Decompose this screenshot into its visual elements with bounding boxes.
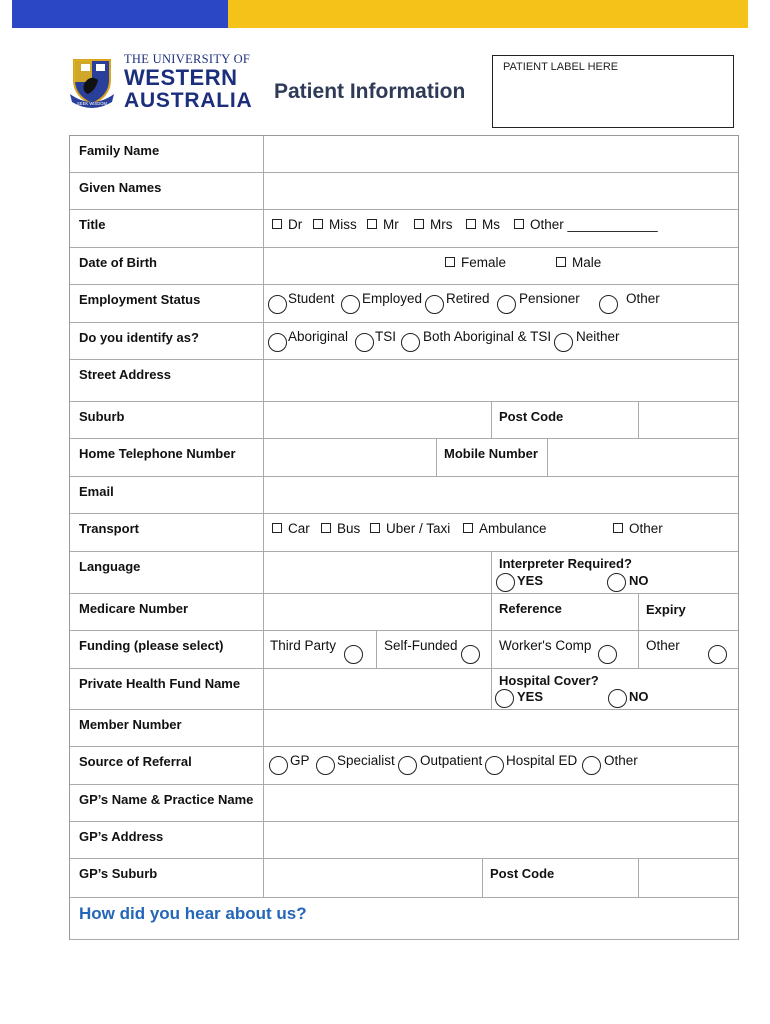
radio-pensioner[interactable]	[497, 295, 516, 314]
radio-referral-other[interactable]	[582, 756, 601, 775]
checkbox-icon	[414, 219, 424, 229]
title-option-mrs[interactable]: Mrs	[414, 217, 453, 232]
label-gp-post-code: Post Code	[490, 866, 555, 881]
checkbox-icon	[466, 219, 476, 229]
radio-self-funded[interactable]	[461, 645, 480, 664]
svg-text:SEEK WISDOM: SEEK WISDOM	[76, 101, 108, 106]
row-medicare	[70, 594, 738, 631]
patient-form	[69, 135, 739, 940]
row-suburb	[70, 402, 738, 439]
referral-outpatient-label: Outpatient	[420, 753, 483, 768]
row-phone	[70, 439, 738, 477]
patient-label-box	[492, 55, 734, 128]
form-title: Patient Information	[274, 80, 466, 103]
university-crest-icon	[66, 54, 118, 110]
radio-aboriginal[interactable]	[268, 333, 287, 352]
radio-student[interactable]	[268, 295, 287, 314]
radio-tsi[interactable]	[355, 333, 374, 352]
row-email	[70, 477, 738, 514]
radio-referral-outpatient[interactable]	[398, 756, 417, 775]
header-bar-yellow	[228, 0, 748, 28]
suburb-field[interactable]	[264, 402, 491, 438]
label-member: Member Number	[79, 717, 182, 732]
checkbox-icon	[613, 523, 623, 533]
referral-other-label: Other	[604, 753, 638, 768]
label-medicare: Medicare Number	[79, 601, 189, 616]
referral-gp-label: GP	[290, 753, 310, 768]
label-email: Email	[79, 484, 114, 499]
transport-option-car[interactable]: Car	[272, 521, 310, 536]
checkbox-icon	[370, 523, 380, 533]
row-health-fund	[70, 669, 738, 710]
logo-line-2: WESTERN	[124, 64, 238, 90]
radio-cover-yes[interactable]	[495, 689, 514, 708]
home-phone-field[interactable]	[264, 439, 436, 476]
radio-referral-specialist[interactable]	[316, 756, 335, 775]
transport-option-uber-taxi[interactable]: Uber / Taxi	[370, 521, 450, 536]
identify-aboriginal-label: Aboriginal	[288, 329, 349, 344]
medicare-field[interactable]	[264, 594, 491, 630]
mobile-field[interactable]	[548, 439, 738, 476]
transport-option-ambulance[interactable]: Ambulance	[463, 521, 547, 536]
row-referral	[70, 747, 738, 785]
checkbox-icon	[367, 219, 377, 229]
street-field[interactable]	[264, 360, 738, 401]
funding-self-funded-label: Self-Funded	[384, 638, 458, 653]
title-option-ms[interactable]: Ms	[466, 217, 500, 232]
row-hear-about	[70, 898, 738, 940]
row-street	[70, 360, 738, 402]
radio-referral-hospital-ed[interactable]	[485, 756, 504, 775]
label-reference: Reference	[499, 601, 562, 616]
label-suburb: Suburb	[79, 409, 125, 424]
gender-option-male[interactable]: Male	[556, 255, 601, 270]
post-code-field[interactable]	[639, 402, 738, 438]
employment-employed-label: Employed	[362, 291, 423, 306]
funding-workers-comp-label: Worker's Comp	[499, 638, 592, 653]
label-gp-suburb: GP’s Suburb	[79, 866, 158, 881]
row-title	[70, 210, 738, 248]
radio-neither[interactable]	[554, 333, 573, 352]
checkbox-icon	[445, 257, 455, 267]
cover-yes-label: YES	[517, 689, 544, 704]
label-home-phone: Home Telephone Number	[79, 446, 236, 461]
radio-workers-comp[interactable]	[598, 645, 617, 664]
row-transport	[70, 514, 738, 552]
radio-interpreter-yes[interactable]	[496, 573, 515, 592]
label-title: Title	[79, 217, 106, 232]
label-gp-name: GP’s Name & Practice Name	[79, 792, 254, 807]
funding-other-label: Other	[646, 638, 680, 653]
gp-address-field[interactable]	[264, 822, 738, 858]
checkbox-icon	[321, 523, 331, 533]
row-gp-name	[70, 785, 738, 822]
title-option-mr[interactable]: Mr	[367, 217, 399, 232]
logo-line-3: AUSTRALIA	[124, 88, 253, 112]
language-field[interactable]	[264, 552, 491, 593]
gp-name-field[interactable]	[264, 785, 738, 821]
title-option-other[interactable]: Other ____________	[514, 217, 658, 232]
label-given-names: Given Names	[79, 180, 162, 195]
label-interpreter: Interpreter Required?	[499, 556, 632, 571]
row-member	[70, 710, 738, 747]
email-field[interactable]	[264, 477, 738, 513]
label-funding: Funding (please select)	[79, 638, 224, 653]
checkbox-icon	[514, 219, 524, 229]
gp-suburb-field[interactable]	[264, 859, 482, 897]
row-dob	[70, 248, 738, 285]
given-names-field[interactable]	[264, 173, 738, 209]
employment-student-label: Student	[288, 291, 335, 306]
radio-third-party[interactable]	[344, 645, 363, 664]
patient-label-text: PATIENT LABEL HERE	[503, 61, 619, 73]
hear-about-heading: How did you hear about us?	[79, 904, 307, 923]
interpreter-no-label: NO	[629, 573, 649, 588]
label-dob: Date of Birth	[79, 255, 157, 270]
identify-neither-label: Neither	[576, 329, 620, 344]
transport-option-other[interactable]: Other	[613, 521, 663, 536]
university-logo	[66, 52, 256, 112]
label-post-code: Post Code	[499, 409, 564, 424]
label-mobile: Mobile Number	[444, 446, 538, 461]
label-language: Language	[79, 559, 141, 574]
radio-retired[interactable]	[425, 295, 444, 314]
radio-cover-no[interactable]	[608, 689, 627, 708]
gp-post-code-field[interactable]	[639, 859, 738, 897]
row-language	[70, 552, 738, 594]
row-gp-suburb	[70, 859, 738, 898]
checkbox-icon	[272, 219, 282, 229]
checkbox-icon	[463, 523, 473, 533]
hear-about-field[interactable]	[70, 898, 738, 939]
label-referral: Source of Referral	[79, 754, 192, 769]
checkbox-icon	[272, 523, 282, 533]
label-employment: Employment Status	[79, 292, 201, 307]
radio-interpreter-no[interactable]	[607, 573, 626, 592]
health-fund-field[interactable]	[264, 669, 491, 709]
funding-third-party-label: Third Party	[270, 638, 337, 653]
logo-line-1: THE UNIVERSITY OF	[124, 52, 251, 66]
label-street: Street Address	[79, 367, 171, 382]
transport-option-bus[interactable]: Bus	[321, 521, 360, 536]
label-health-fund: Private Health Fund Name	[79, 676, 241, 691]
label-gp-address: GP’s Address	[79, 829, 164, 844]
employment-other-label: Other	[626, 291, 660, 306]
row-identify	[70, 323, 738, 360]
label-expiry: Expiry	[646, 602, 686, 617]
label-identify: Do you identify as?	[79, 330, 199, 345]
radio-employment-other[interactable]	[599, 295, 618, 314]
radio-both[interactable]	[401, 333, 420, 352]
label-family-name: Family Name	[79, 143, 160, 158]
gender-option-female[interactable]: Female	[445, 255, 506, 270]
title-option-miss[interactable]: Miss	[313, 217, 357, 232]
row-family-name	[70, 136, 738, 173]
interpreter-yes-label: YES	[517, 573, 544, 588]
checkbox-icon	[313, 219, 323, 229]
radio-funding-other[interactable]	[708, 645, 727, 664]
radio-employed[interactable]	[341, 295, 360, 314]
referral-hospital-ed-label: Hospital ED	[506, 753, 578, 768]
radio-referral-gp[interactable]	[269, 756, 288, 775]
row-gp-address	[70, 822, 738, 859]
row-given-names	[70, 173, 738, 210]
header-bar-blue	[12, 0, 228, 28]
referral-specialist-label: Specialist	[337, 753, 395, 768]
title-option-dr[interactable]: Dr	[272, 217, 302, 232]
label-transport: Transport	[79, 521, 139, 536]
row-employment	[70, 285, 738, 323]
employment-retired-label: Retired	[446, 291, 490, 306]
label-hospital-cover: Hospital Cover?	[499, 673, 599, 688]
member-field[interactable]	[264, 710, 738, 746]
family-name-field[interactable]	[264, 136, 738, 172]
identify-tsi-label: TSI	[375, 329, 397, 344]
row-funding	[70, 631, 738, 669]
checkbox-icon	[556, 257, 566, 267]
employment-pensioner-label: Pensioner	[519, 291, 580, 306]
identify-both-label: Both Aboriginal & TSI	[423, 329, 552, 344]
cover-no-label: NO	[629, 689, 649, 704]
